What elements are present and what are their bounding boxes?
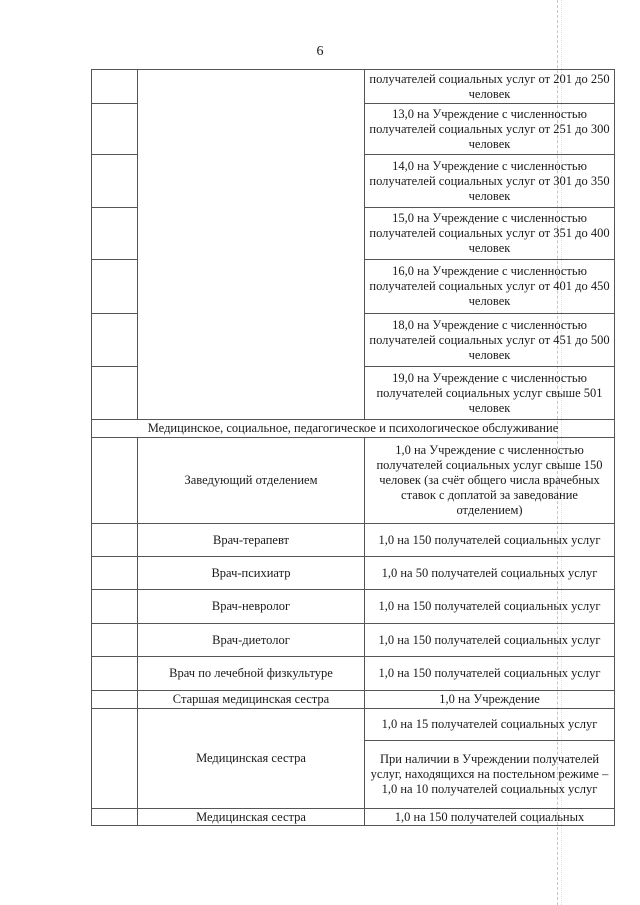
norm-cell: 1,0 на 150 получателей социальных услуг — [365, 524, 615, 557]
table-row — [92, 624, 615, 657]
table-row — [92, 524, 615, 557]
norm-cell: 1,0 на 15 получателей социальных услуг — [365, 709, 615, 741]
position-cell: Заведующий отделением — [138, 438, 365, 524]
position-cell: Врач по лечебной физкультуре — [138, 657, 365, 691]
norm-cell: При наличии в Учреждении получателей услуг, находящихся на постельном режиме – 1,0 на 10 получателей социальных услуг — [365, 741, 615, 809]
position-cell: Врач-терапевт — [138, 524, 365, 557]
page-number: 6 — [316, 44, 324, 59]
number-cell — [92, 260, 138, 314]
position-cell: Медицинская сестра — [138, 709, 365, 809]
norm-cell: 1,0 на 150 получателей социальных — [365, 809, 615, 826]
number-cell — [92, 314, 138, 367]
norm-cell: 15,0 на Учреждение с численностью получателей социальных услуг от 351 до 400 человек — [365, 208, 615, 260]
staffing-norms-table — [91, 69, 615, 826]
number-cell — [92, 155, 138, 208]
table-row — [92, 70, 615, 104]
table-row — [92, 709, 615, 741]
norm-cell: 1,0 на 50 получателей социальных услуг — [365, 557, 615, 590]
position-cell: Врач-диетолог — [138, 624, 365, 657]
norm-cell: 14,0 на Учреждение с численностью получателей социальных услуг от 301 до 350 человек — [365, 155, 615, 208]
number-cell — [92, 367, 138, 420]
norm-cell: 1,0 на 150 получателей социальных услуг — [365, 590, 615, 624]
position-cell-merged — [138, 70, 365, 420]
norm-cell: 1,0 на 150 получателей социальных услуг — [365, 624, 615, 657]
norm-cell: 18,0 на Учреждение с численностью получателей социальных услуг от 451 до 500 человек — [365, 314, 615, 367]
table-row — [92, 691, 615, 709]
section-title: Медицинское, социальное, педагогическое и психологическое обслуживание — [92, 420, 615, 438]
norm-cell: 1,0 на 150 получателей социальных услуг — [365, 657, 615, 691]
table-row — [92, 657, 615, 691]
number-cell — [92, 70, 138, 104]
norm-cell: 19,0 на Учреждение с численностью получателей социальных услуг свыше 501 человек — [365, 367, 615, 420]
number-cell — [92, 657, 138, 691]
table-row — [92, 590, 615, 624]
number-cell — [92, 438, 138, 524]
number-cell — [92, 809, 138, 826]
norm-cell: 1,0 на Учреждение — [365, 691, 615, 709]
number-cell — [92, 104, 138, 155]
number-cell — [92, 709, 138, 809]
norm-cell: получателей социальных услуг от 201 до 250 человек — [365, 70, 615, 104]
position-cell: Медицинская сестра — [138, 809, 365, 826]
table-row — [92, 809, 615, 826]
position-cell: Старшая медицинская сестра — [138, 691, 365, 709]
section-header-row — [92, 420, 615, 438]
norm-cell: 16,0 на Учреждение с численностью получателей социальных услуг от 401 до 450 человек — [365, 260, 615, 314]
number-cell — [92, 208, 138, 260]
norm-cell: 1,0 на Учреждение с численностью получателей социальных услуг свыше 150 человек (за счёт общего числа врачебных ставок с доплатой за заведование отделением) — [365, 438, 615, 524]
number-cell — [92, 524, 138, 557]
number-cell — [92, 590, 138, 624]
number-cell — [92, 557, 138, 590]
table-row — [92, 438, 615, 524]
position-cell: Врач-невролог — [138, 590, 365, 624]
norm-cell: 13,0 на Учреждение с численностью получателей социальных услуг от 251 до 300 человек — [365, 104, 615, 155]
position-cell: Врач-психиатр — [138, 557, 365, 590]
table-row — [92, 557, 615, 590]
number-cell — [92, 624, 138, 657]
number-cell — [92, 691, 138, 709]
